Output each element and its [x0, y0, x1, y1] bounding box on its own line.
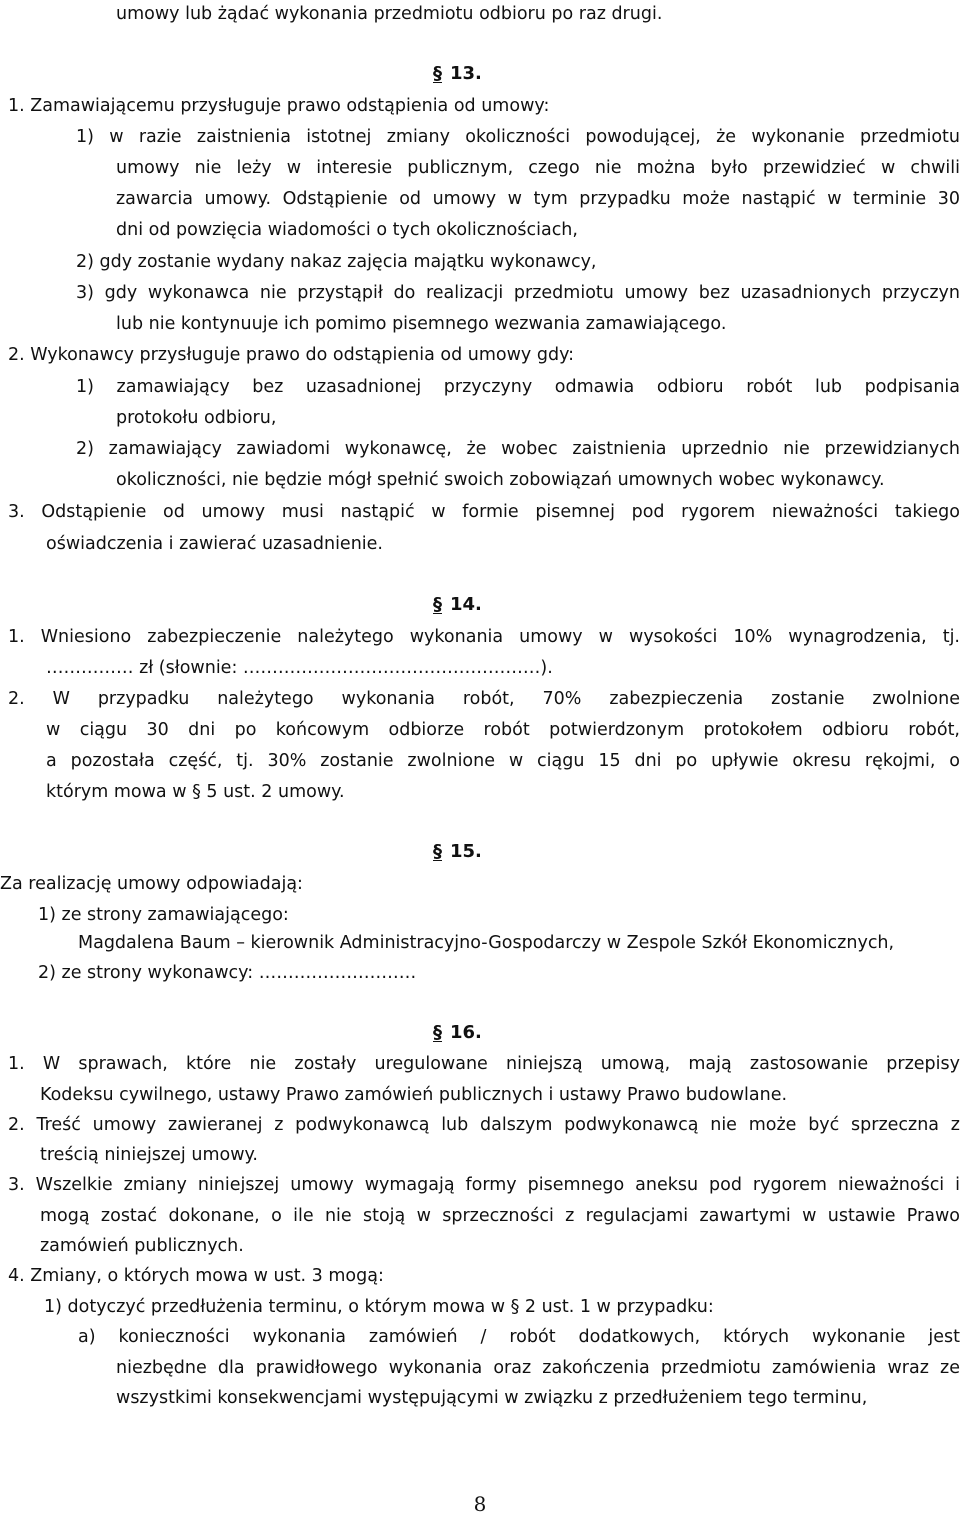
text-line: mogą zostać dokonane, o ile nie stoją w sprzeczności z regulacjami zawartymi w ustawie Prawo [40, 1206, 960, 1226]
text-line: lub nie kontynuuje ich pomimo pisemnego wezwania zamawiającego. [116, 314, 727, 334]
paragraph-3: 3. Wszelkie zmiany niniejszej umowy wymagają formy pisemnego aneksu pod rygorem nieważności i [8, 1175, 960, 1195]
paragraph-4: 4. Zmiany, o których mowa w ust. 3 mogą: [8, 1266, 384, 1286]
paragraph-2-heading: 2. Wykonawcy przysługuje prawo do odstąpienia od umowy gdy: [8, 345, 575, 365]
list-item-1: 1) w razie zaistnienia istotnej zmiany okoliczności powodującej, że wykonanie przedmiotu [76, 127, 960, 147]
text-line: w ciągu 30 dni po końcowym odbiorze robót potwierdzonym protokołem odbioru robót, [46, 720, 960, 740]
text-line: …………… zł (słownie: ……………………………………………). [46, 658, 553, 678]
list-item-1: 1) zamawiający bez uzasadnionej przyczyny odmawia odbioru robót lub podpisania [76, 377, 960, 397]
text-line: wszystkimi konsekwencjami występującymi w związku z przedłużeniem tego terminu, [116, 1388, 868, 1408]
text-line: a pozostała część, tj. 30% zostanie zwolnione w ciągu 15 dni po upływie okresu rękojmi, o [46, 751, 960, 771]
text-line: umowy lub żądać wykonania przedmiotu odbioru po raz drugi. [116, 4, 663, 24]
text-line: Magdalena Baum – kierownik Administracyjno-Gospodarczy w Zespole Szkół Ekonomicznych, [78, 933, 895, 953]
section-number: 15. [450, 841, 482, 862]
section-symbol: § [433, 1022, 442, 1043]
section-number: 13. [450, 63, 482, 84]
paragraph-1: 1. Wniesiono zabezpieczenie należytego wykonania umowy w wysokości 10% wynagrodzenia, tj. [8, 627, 960, 647]
list-item-1: 1) ze strony zamawiającego: [38, 905, 289, 925]
section-symbol: § [433, 63, 442, 84]
paragraph-1-heading: 1. Zamawiającemu przysługuje prawo odstąpienia od umowy: [8, 96, 550, 116]
page-number: 8 [473, 1492, 487, 1516]
list-item-a: a) konieczności wykonania zamówień / robót dodatkowych, których wykonanie jest [78, 1327, 960, 1347]
text-line: zawarcia umowy. Odstąpienie od umowy w tym przypadku może nastąpić w terminie 30 [116, 189, 960, 209]
section-symbol: § [433, 841, 442, 862]
text-line: Kodeksu cywilnego, ustawy Prawo zamówień publicznych i ustawy Prawo budowlane. [40, 1085, 788, 1105]
section-heading-16 [433, 1022, 482, 1044]
paragraph-3: 3. Odstąpienie od umowy musi nastąpić w formie pisemnej pod rygorem nieważności takiego [8, 502, 960, 522]
list-item-3: 3) gdy wykonawca nie przystąpił do realizacji przedmiotu umowy bez uzasadnionych przyczyn [76, 283, 960, 303]
section-heading-13 [433, 63, 482, 85]
text-line: dni od powzięcia wiadomości o tych okolicznościach, [116, 220, 578, 240]
section-symbol: § [433, 594, 442, 615]
text-line: niezbędne dla prawidłowego wykonania oraz zakończenia przedmiotu zamówienia wraz ze [116, 1358, 960, 1378]
paragraph-2: 2. Treść umowy zawieranej z podwykonawcą lub dalszym podwykonawcą nie może być sprzeczna z [8, 1115, 960, 1135]
list-item-2: 2) zamawiający zawiadomi wykonawcę, że wobec zaistnienia uprzednio nie przewidzianych [76, 439, 960, 459]
list-item-2: 2) gdy zostanie wydany nakaz zajęcia majątku wykonawcy, [76, 252, 597, 272]
text-line: którym mowa w § 5 ust. 2 umowy. [46, 782, 345, 802]
text-line: okoliczności, nie będzie mógł spełnić swoich zobowiązań umownych wobec wykonawcy. [116, 470, 885, 490]
paragraph-2: 2. W przypadku należytego wykonania robót, 70% zabezpieczenia zostanie zwolnione [8, 689, 960, 709]
section-number: 16. [450, 1022, 482, 1043]
section-number: 14. [450, 594, 482, 615]
text-line: umowy nie leży w interesie publicznym, czego nie można było przewidzieć w chwili [116, 158, 960, 178]
list-item-1: 1) dotyczyć przedłużenia terminu, o którym mowa w § 2 ust. 1 w przypadku: [44, 1297, 714, 1317]
section-heading-15 [433, 841, 482, 863]
text-line: treścią niniejszej umowy. [40, 1145, 258, 1165]
text-line: zamówień publicznych. [40, 1236, 244, 1256]
paragraph-1: 1. W sprawach, które nie zostały uregulowane niniejszą umową, mają zastosowanie przepisy [8, 1054, 960, 1074]
text-line: Za realizację umowy odpowiadają: [0, 874, 303, 894]
text-line: protokołu odbioru, [116, 408, 277, 428]
text-line: oświadczenia i zawierać uzasadnienie. [46, 534, 383, 554]
list-item-2: 2) ze strony wykonawcy: ……………………… [38, 963, 417, 983]
section-heading-14 [433, 594, 482, 616]
